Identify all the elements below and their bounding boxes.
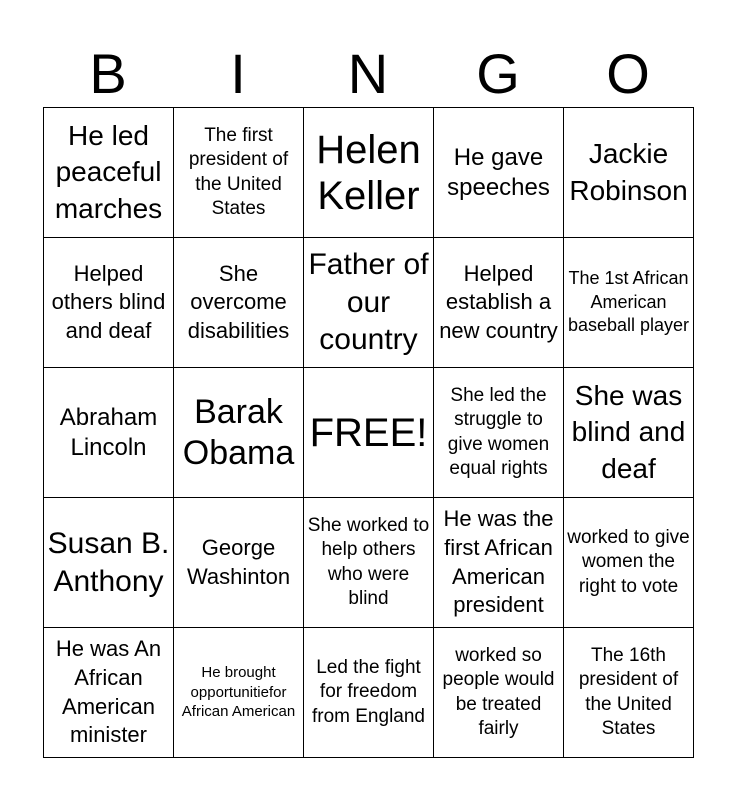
bingo-cell[interactable]: The first president of the United States (174, 108, 304, 238)
bingo-cell[interactable]: He led peaceful marches (44, 108, 174, 238)
bingo-cell[interactable]: She overcome disabilities (174, 238, 304, 368)
bingo-cell[interactable]: Helped others blind and deaf (44, 238, 174, 368)
bingo-cell[interactable]: She was blind and deaf (564, 368, 694, 498)
header-letter-i: I (230, 42, 246, 105)
board-row (44, 498, 694, 628)
bingo-cell[interactable]: worked to give women the right to vote (564, 498, 694, 628)
bingo-cell[interactable]: He brought opportunitiefor African American (174, 628, 304, 758)
board-row (44, 368, 694, 498)
bingo-cell[interactable]: She worked to help others who were blind (304, 498, 434, 628)
bingo-header (43, 40, 693, 108)
bingo-cell[interactable]: Led the fight for freedom from England (304, 628, 434, 758)
bingo-cell[interactable]: Helen Keller (304, 108, 434, 238)
bingo-cell[interactable]: Abraham Lincoln (44, 368, 174, 498)
header-letter-g: G (476, 42, 520, 105)
free-space[interactable]: FREE! (304, 368, 434, 498)
bingo-cell[interactable]: He was the first African American president (434, 498, 564, 628)
bingo-cell[interactable]: He gave speeches (434, 108, 564, 238)
bingo-cell[interactable]: Jackie Robinson (564, 108, 694, 238)
board-row (44, 238, 694, 368)
bingo-cell[interactable]: The 1st African American baseball player (564, 238, 694, 368)
bingo-board (43, 107, 694, 758)
bingo-cell[interactable]: The 16th president of the United States (564, 628, 694, 758)
bingo-cell[interactable]: He was An African American minister (44, 628, 174, 758)
bingo-cell[interactable]: Barak Obama (174, 368, 304, 498)
bingo-cell[interactable]: George Washinton (174, 498, 304, 628)
bingo-cell[interactable]: Helped establish a new country (434, 238, 564, 368)
header-letter-o: O (606, 42, 650, 105)
header-letter-n: N (347, 42, 389, 105)
board-row (44, 108, 694, 238)
bingo-cell[interactable]: Father of our country (304, 238, 434, 368)
header-letter-b: B (89, 42, 127, 105)
bingo-cell[interactable]: worked so people would be treated fairly (434, 628, 564, 758)
bingo-cell[interactable]: She led the struggle to give women equal rights (434, 368, 564, 498)
bingo-cell[interactable]: Susan B. Anthony (44, 498, 174, 628)
board-row (44, 628, 694, 758)
